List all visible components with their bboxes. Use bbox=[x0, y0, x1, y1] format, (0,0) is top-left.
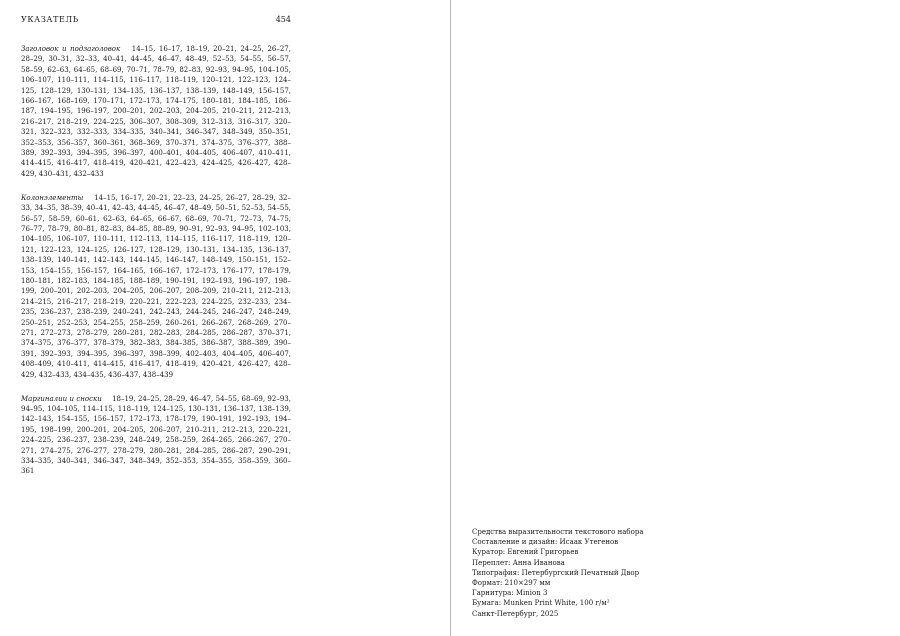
colophon-place-year: Санкт-Петербург, 2025 bbox=[472, 609, 559, 618]
index-entry-term: Маргиналии и сноски bbox=[21, 394, 102, 403]
index-entry bbox=[21, 44, 291, 179]
colophon-curator: Куратор: Евгений Григорьев bbox=[472, 548, 579, 557]
index-entry-pages: 18–19, 24–25, 28–29, 46–47, 54–55, 68–69, 92–93, 94–95, 104–105, 114–115, 118–119, 124–125, 130–131, 136–137, 138–139, 142–143, 154–155, 156–157, 172–173, 178–179, 190–191, 192–193, 194–195, 198–199, 200–201, 204–205, 206–207, 210–211, 212–213, 220–221, 224–225, 236–237, 238–239, 248–249, 258–259, 264–265, 266–267, 270–271, 274–275, 276–277, 278–279, 280–281, 284–285, 286–287, 290–291, 334–335, 340–341, 346–347, 348–349, 352–353, 354–355, 358–359, 360–361 bbox=[21, 394, 291, 476]
colophon-design: Составление и дизайн: Исаак Утегенов bbox=[472, 538, 619, 547]
index-entry-pages: 14–15, 16–17, 18–19, 20–21, 24–25, 26–27, 28–29, 30–31, 32–33, 40–41, 44–45, 46–47, 48–49, 52–53, 54–55, 56–57, 58–59, 62–63, 64–65, 68–69, 70–71, 78–79, 82–83, 92–93, 94–95, 104–105, 106–107, 110–111, 114–115, 116–117, 118–119, 120–121, 122–123, 124–125, 128–129, 130–131, 134–135, 136–137, 138–139, 148–149, 156–157, 166–167, 168–169, 170–171, 172–173, 174–175, 180–181, 184–185, 186–187, 194–195, 196–197, 200–201, 202–203, 204–205, 210–211, 212–213, 216–217, 218–219, 224–225, 306–307, 308–309, 312–313, 316–317, 320–321, 322–323, 332–333, 334–335, 340–341, 346–347, 348–349, 350–351, 352–353, 356–357, 360–361, 368–369, 370–371, 374–375, 376–377, 388–389, 392–393, 394–395, 396–397, 400–401, 404–405, 406–407, 410–411, 414–415, 416–417, 418–419, 420–421, 422–423, 424–425, 426–427, 428–429, 430–431, 432–433 bbox=[21, 45, 291, 178]
colophon-format: Формат: 210×297 мм bbox=[472, 579, 551, 588]
index-entry-term: Заголовок и подзаголовок bbox=[21, 45, 121, 53]
colophon-paper: Бумага: Munken Print White, 100 г/м² bbox=[472, 599, 610, 608]
index-entry bbox=[21, 394, 291, 477]
right-page bbox=[451, 0, 900, 636]
index-entry-pages: 14–15, 16–17, 20–21, 22–23, 24–25, 26–27, 28–29, 32–33, 34–35, 38–39, 40–41, 42–43, 44–45, 46–47, 48–49, 50–51, 52–53, 54–55, 56–57, 58–59, 60–61, 62–63, 64–65, 66–67, 68–69, 70–71, 72–73, 74–75, 76–77, 78–79, 80–81, 82–83, 84–85, 88–89, 90–91, 92–93, 94–95, 102–103, 104–105, 106–107, 110–111, 112–113, 114–115, 116–117, 118–119, 120–121, 122–123, 124–125, 126–127, 128–129, 130–131, 134–135, 136–137, 138–139, 140–141, 142–143, 144–145, 146–147, 148–149, 150–151, 152–153, 154–155, 156–157, 164–165, 166–167, 172–173, 176–177, 178–179, 180–181, 182–183, 184–185, 188–189, 190–191, 192–193, 196–197, 198–199, 200–201, 202–203, 204–205, 206–207, 208–209, 210–211, 212–213, 214–215, 216–217, 218–219, 220–221, 222–223, 224–225, 232–233, 234–235, 236–237, 238–239, 240–241, 242–243, 244–245, 246–247, 248–249, 250–251, 252–253, 254–255, 258–259, 260–261, 266–267, 268–269, 270–271, 272–273, 278–279, 280–281, 282–283, 284–285, 286–287, 370–371, 374–375, 376–377, 378–379, 382–383, 384–385, 386–387, 388–389, 390–391, 392–393, 394–395, 396–397, 398–399, 402–403, 404–405, 406–407, 408–409, 410–411, 414–415, 416–417, 418–419, 420–421, 426–427, 428–429, 432–433, 434–435, 436–437, 438–439 bbox=[21, 193, 291, 379]
page-number: 454 bbox=[275, 15, 291, 24]
colophon-typeface: Гарнитура: Minion 3 bbox=[472, 589, 548, 598]
index-entry bbox=[21, 193, 291, 380]
colophon-binding: Переплет: Анна Иванова bbox=[472, 558, 565, 567]
running-head: УКАЗАТЕЛЬ bbox=[21, 15, 79, 24]
colophon-printer: Типография: Петербургский Печатный Двор bbox=[472, 568, 640, 577]
index-list bbox=[21, 44, 291, 490]
colophon-title: Средства выразительности текстового набора bbox=[472, 528, 644, 536]
colophon bbox=[472, 527, 722, 619]
index-entry-term: Колонэлементы bbox=[21, 193, 84, 202]
